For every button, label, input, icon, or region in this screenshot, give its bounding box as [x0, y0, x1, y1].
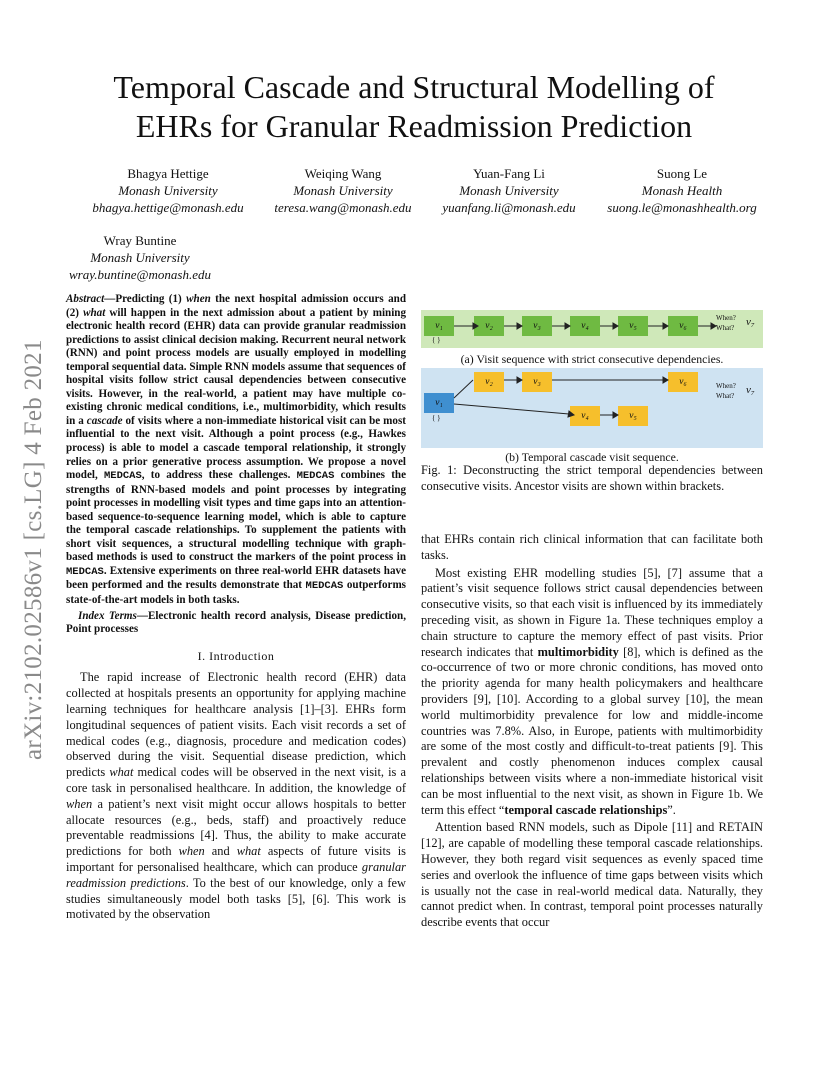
abstract-what: what — [83, 306, 106, 319]
visit-node: v₆ — [668, 316, 698, 336]
abstract-label: Abstract— — [66, 293, 116, 305]
emph: when — [66, 796, 93, 811]
author-name: Yuan-Fang Li — [473, 166, 545, 181]
emph: what — [109, 765, 134, 780]
author-email: bhagya.hettige@monash.edu — [92, 200, 244, 215]
author-email: wray.buntine@monash.edu — [69, 267, 211, 282]
model-name: MEDCAS — [103, 470, 142, 483]
subcaption-a: (a) Visit sequence with strict consecutive dependencies. — [460, 352, 724, 366]
visit-node: v₃ — [522, 372, 552, 392]
text: ”. — [667, 802, 676, 817]
intro-paragraph-2 — [421, 566, 763, 819]
left-column — [66, 293, 406, 923]
next-visit-label: v₇ — [746, 384, 755, 396]
author-1 — [78, 165, 258, 216]
text: and — [204, 844, 237, 859]
abstract-text: Predicting (1) — [115, 293, 187, 305]
author-name: Weiqing Wang — [304, 166, 382, 181]
author-4 — [592, 165, 772, 216]
abstract-text: the next hospital admission occurs and (2) — [66, 293, 407, 319]
abstract-text: . Extensive experiments on three real-world EHR datasets have been performed and the results demonstrate that — [66, 564, 406, 592]
title-line-2: EHRs for Granular Readmission Prediction — [135, 108, 693, 144]
visit-node: v₅ — [618, 316, 648, 336]
when-label: When? — [716, 382, 736, 390]
author-affiliation: Monash University — [90, 250, 190, 265]
intro-paragraph-1 — [66, 670, 406, 923]
visit-node: v₄ — [570, 316, 600, 336]
model-name: MEDCAS — [305, 580, 344, 593]
author-3 — [419, 165, 599, 216]
subcaption-b: (b) Temporal cascade visit sequence. — [505, 450, 679, 464]
author-name: Bhagya Hettige — [127, 166, 209, 181]
title-line-1: Temporal Cascade and Structural Modelling of — [113, 69, 715, 105]
author-5 — [50, 232, 230, 283]
author-affiliation: Monash University — [459, 183, 559, 198]
text: a patient’s next visit might occur allows hospitals to better allocate resources (e.g., beds, staff) and proactively reduce preventable readmissions [4]. Thus, the ability to make accurate predictions for both — [66, 796, 406, 859]
figure-1a-arrows — [421, 310, 763, 348]
intro-paragraph-1-cont: that EHRs contain rich clinical information that can facilitate both tasks. — [421, 532, 763, 562]
text: medical codes will be observed in the next visit, is a core task in personalised healthcare. In addition, the knowledge of — [66, 765, 406, 796]
paper-title — [60, 68, 768, 146]
text: The rapid increase of Electronic health record (EHR) data collected at hospitals presents an opportunity for applying machine learning techniques for healthcare analysis [1]–[3]. EHRs form longitudinal sequences of patient visits. Each visit records a set of medical codes (e.g., diagnosis, procedure and medication codes) observed during the visit. Sequential disease prediction, which predicts — [66, 670, 406, 780]
text: aspects of future visits is important for personalised healthcare, which can produce — [66, 844, 407, 875]
emph: granular readmission predictions — [66, 860, 406, 890]
author-email: suong.le@monashhealth.org — [607, 200, 757, 215]
what-label: What? — [716, 324, 735, 332]
visit-node: v₁ — [424, 316, 454, 336]
figure-1b-arrows — [421, 368, 763, 448]
author-affiliation: Monash University — [293, 183, 393, 198]
abstract-text: , to address these challenges. — [141, 469, 297, 482]
author-email: teresa.wang@monash.edu — [274, 200, 412, 215]
abstract-text: of visits where a non-immediate historical visit can be most influential to the next visit. Although a point process (e.g., Hawkes process) is able to model a cascade temporal relationship, it strongly relies on a prior generative process assumption. We propose a novel model, — [66, 414, 406, 482]
author-affiliation: Monash Health — [641, 183, 723, 198]
author-2 — [253, 165, 433, 216]
next-visit-label: v₇ — [746, 316, 755, 328]
ancestor-set: { } — [432, 414, 441, 422]
text: Most existing EHR modelling studies [5], [7] assume that a patient’s visit sequence follows strict causal dependencies between consecutive visits, so that each visit is influenced by its immediately preceding visit, as shown in Figure 1a. These techniques employ a chain structure to capture the memory effect of past visits. Prior research indicates that — [421, 565, 763, 659]
author-affiliation: Monash University — [118, 183, 218, 198]
model-name: MEDCAS — [296, 470, 335, 483]
visit-node: v₂ — [474, 316, 504, 336]
abstract-text: will happen in the next admission about a patient by mining electronic health record (EHR) data can provide granular readmission predictions to assist clinical decision making. Recurrent neural network (RNN) and point process models are usually employed in modelling temporal sequential data. Simple RNN models assume that sequences of hospital visits follow strict causal dependencies between consecutive visits. However, in the real-world, a patient may have multiple co-existing chronic medical conditions, i.e., multimorbidity, which results in a — [66, 306, 406, 427]
visit-node: v₄ — [570, 406, 600, 426]
visit-node: v₅ — [618, 406, 648, 426]
author-name: Suong Le — [656, 166, 708, 181]
author-name: Wray Buntine — [103, 233, 177, 248]
intro-paragraph-3: Attention based RNN models, such as Dipole [11] and RETAIN [12], are capable of modelling these temporal cascade relationships. However, they both regard visit sequences as evenly spaced time series and overlook the influence of time gaps between visits which is usually not the case in real-world medical data. Naturally, they cannot predict when. In contrast, temporal point processes naturally describe events that occur — [421, 820, 763, 930]
abstract-cascade: cascade — [86, 414, 123, 427]
emph: when — [178, 844, 205, 859]
visit-node: v₃ — [522, 316, 552, 336]
figure-caption: Fig. 1: Deconstructing the strict temporal dependencies between consecutive visits. Ancestor visits are shown within brackets. — [421, 463, 763, 493]
emph: what — [236, 844, 261, 859]
visit-node: v₁ — [424, 393, 454, 413]
visit-node: v₂ — [474, 372, 504, 392]
arxiv-identifier: arXiv:2102.02586v1 [cs.LG] 4 Feb 2021 — [20, 339, 47, 760]
when-label: When? — [716, 314, 736, 322]
visit-node: v₆ — [668, 372, 698, 392]
index-terms-text: —Electronic health record analysis, Disease prediction, Point processes — [66, 609, 406, 636]
author-email: yuanfang.li@monash.edu — [442, 200, 576, 215]
text: [8], which is defined as the co-occurrence of two or more chronic conditions, has moved onto the priority agenda for many health policymakers and healthcare providers [9], [10]. According to a global survey [10], the mean world multimorbidity prevalence for low and middle-income countries was 7.8%. Also, in Europe, patients with multimorbidity are some of the most costly and difficult-to-treat patients [9]. This prevalent and costly phenomenon induces complex causal relationships between visits where a non-immediate historical visit can be most influential to the next visit, as shown in Figure 1b. We term this effect “ — [421, 644, 763, 817]
right-column — [421, 532, 763, 931]
emph: temporal cascade relationships — [504, 802, 668, 817]
ancestor-set: { } — [432, 336, 441, 344]
abstract — [66, 293, 406, 608]
model-name: MEDCAS — [66, 565, 104, 578]
section-heading: I. Introduction — [197, 648, 275, 663]
abstract-text: outperforms state-of-the-art models in both tasks. — [66, 579, 406, 607]
abstract-text: combines the strengths of RNN-based models and point processes by integrating point processes in modelling visit types and time gaps into an attention-based sequence-to-sequence learning model, which is able to capture the temporal cascade relationships. To supplement the patients with short visit sequences, a structural modelling technique with graph-based methods is used to construct the markers of the point process in — [66, 469, 406, 564]
emph: multimorbidity — [537, 644, 619, 659]
index-terms-label: Index Terms — [78, 609, 137, 622]
index-terms — [66, 610, 406, 637]
text: . To the best of our knowledge, only a few studies simultaneously model both tasks [5], [6]. This work is motivated by the observation — [66, 875, 406, 922]
what-label: What? — [716, 392, 735, 400]
abstract-when: when — [186, 293, 211, 305]
